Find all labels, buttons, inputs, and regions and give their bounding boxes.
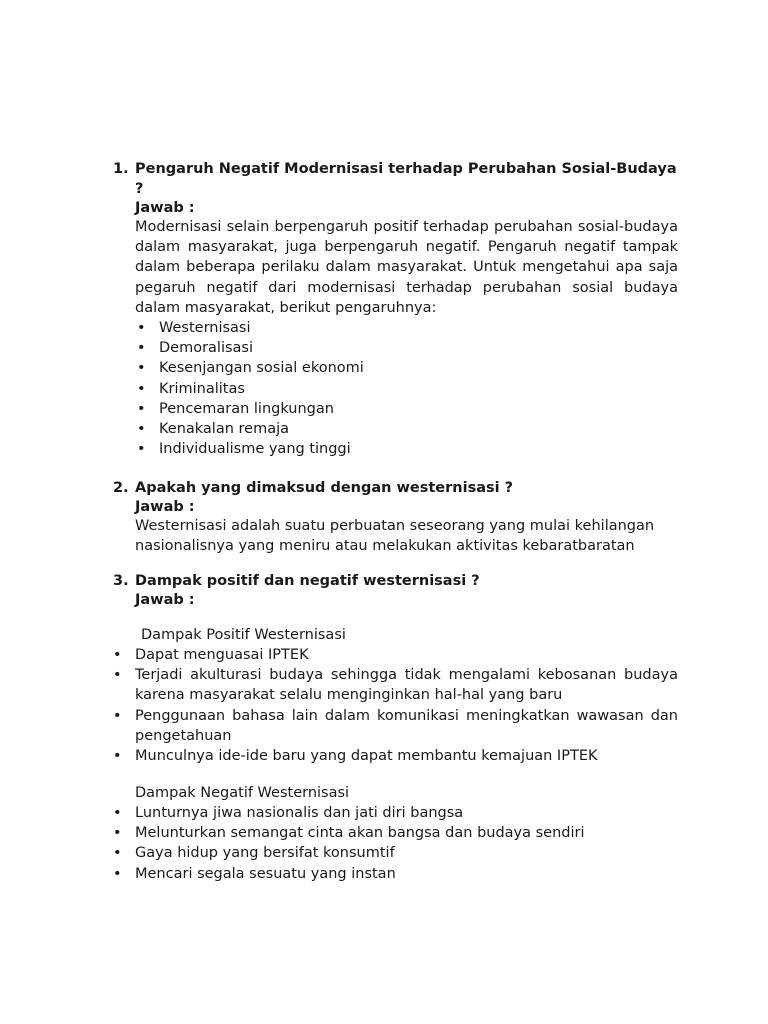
question-title: Pengaruh Negatif Modernisasi terhadap Perubahan Sosial-Budaya ? bbox=[135, 161, 677, 197]
list-item: • Kenakalan remaja bbox=[135, 419, 678, 439]
answer-paragraph: Westernisasi adalah suatu perbuatan seseorang yang mulai kehilangan nasionalisnya yang meniru atau melakukan aktivitas kebaratbaratan bbox=[135, 518, 655, 555]
section-title: Dampak Positif Westernisasi bbox=[141, 627, 346, 643]
list-item: • Melunturkan semangat cinta akan bangsa dan budaya sendiri bbox=[113, 823, 678, 843]
list-item: • Terjadi akulturasi budaya sehingga tidak mengalami kebosanan budaya karena masyarakat selalu menginginkan hal-hal yang baru bbox=[113, 667, 678, 704]
question-3 bbox=[113, 571, 678, 609]
section-title: Dampak Negatif Westernisasi bbox=[135, 785, 350, 801]
effects-list bbox=[135, 318, 678, 459]
list-item: • Kriminalitas bbox=[135, 379, 678, 399]
list-item: • Gaya hidup yang bersifat konsumtif bbox=[113, 843, 678, 863]
bullet-icon: • bbox=[113, 748, 122, 765]
bullet-icon: • bbox=[113, 865, 122, 882]
list-item: • Lunturnya jiwa nasionalis dan jati diri bangsa bbox=[113, 803, 678, 823]
answer-label: Jawab : bbox=[135, 499, 195, 515]
question-number: 2. bbox=[113, 480, 129, 496]
list-item: • Pencemaran lingkungan bbox=[135, 399, 678, 419]
bullet-icon: • bbox=[137, 340, 146, 357]
bullet-icon: • bbox=[113, 707, 122, 724]
bullet-icon: • bbox=[113, 845, 122, 862]
list-item: • Mencari segala sesuatu yang instan bbox=[113, 864, 678, 884]
bullet-icon: • bbox=[137, 400, 146, 417]
question-1-heading bbox=[113, 159, 678, 199]
list-item: • Westernisasi bbox=[135, 318, 678, 338]
answer-label: Jawab : bbox=[135, 200, 195, 216]
bullet-icon: • bbox=[113, 667, 122, 684]
question-2 bbox=[113, 478, 678, 556]
list-item: • Munculnya ide-ide baru yang dapat membantu kemajuan IPTEK bbox=[113, 746, 678, 766]
question-2-heading bbox=[113, 478, 678, 498]
list-item: • Demoralisasi bbox=[135, 338, 678, 358]
bullet-icon: • bbox=[137, 421, 146, 438]
question-title: Dampak positif dan negatif westernisasi ? bbox=[135, 573, 480, 589]
list-item: • Kesenjangan sosial ekonomi bbox=[135, 358, 678, 378]
list-item: • Dapat menguasai IPTEK bbox=[113, 645, 678, 665]
bullet-icon: • bbox=[137, 441, 146, 458]
list-item: • Individualisme yang tinggi bbox=[135, 439, 678, 459]
question-3-heading bbox=[113, 571, 678, 591]
answer-paragraph: Modernisasi selain berpengaruh positif terhadap perubahan sosial-budaya dalam masyarakat, juga berpengaruh negatif. Pengaruh negatif tampak dalam beberapa perilaku dalam masyarakat. Untuk mengetahui apa saja pegaruh negatif dari modernisasi terhadap perubahan sosial budaya dalam masyarakat, berikut pengaruhnya: bbox=[135, 219, 678, 316]
negative-impact-list bbox=[113, 803, 678, 884]
positive-impact-list bbox=[113, 645, 678, 766]
bullet-icon: • bbox=[137, 320, 146, 337]
question-number: 3. bbox=[113, 573, 129, 589]
answer-label: Jawab : bbox=[135, 592, 195, 608]
negative-impact-section bbox=[113, 783, 678, 884]
question-title: Apakah yang dimaksud dengan westernisasi ? bbox=[135, 480, 514, 496]
question-1 bbox=[113, 159, 678, 459]
question-number: 1. bbox=[113, 161, 129, 177]
bullet-icon: • bbox=[113, 825, 122, 842]
positive-impact-section bbox=[113, 625, 678, 766]
list-item: • Penggunaan bahasa lain dalam komunikasi meningkatkan wawasan dan pengetahuan bbox=[113, 707, 678, 744]
bullet-icon: • bbox=[113, 805, 122, 821]
bullet-icon: • bbox=[113, 647, 122, 663]
bullet-icon: • bbox=[137, 360, 146, 377]
bullet-icon: • bbox=[137, 380, 146, 397]
